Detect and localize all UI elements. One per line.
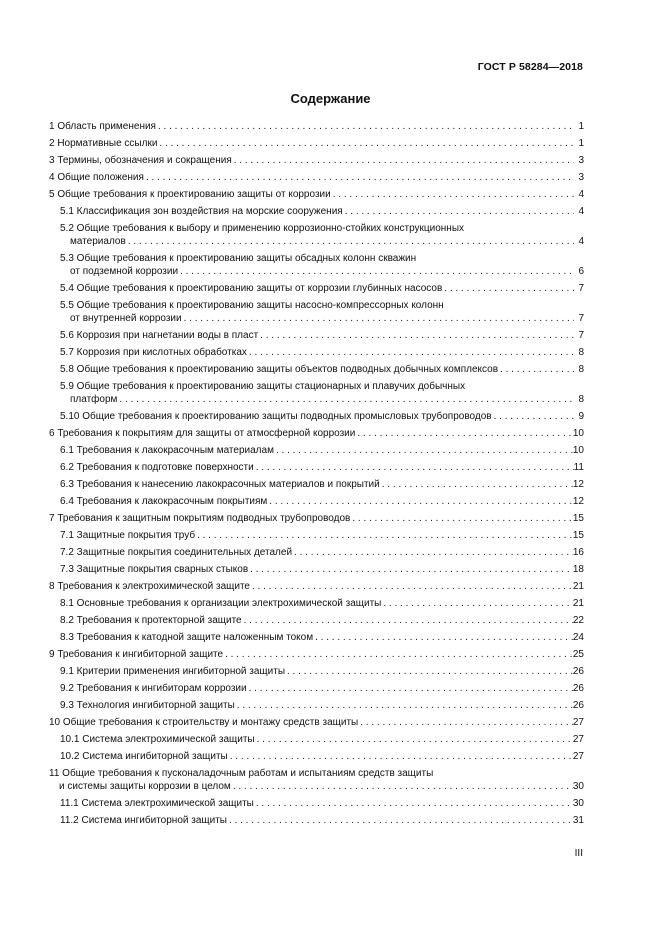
toc-entry-page: 8: [578, 364, 584, 375]
toc-entry[interactable]: [49, 461, 584, 474]
dot-leader: [228, 750, 573, 763]
toc-entry-title: 6.2 Требования к подготовке поверхности: [60, 462, 254, 473]
dot-leader: [292, 546, 573, 559]
dot-leader: [223, 648, 573, 661]
toc-entry[interactable]: [49, 363, 584, 376]
toc-entry-page: 3: [578, 172, 584, 183]
toc-entry[interactable]: [49, 299, 584, 325]
dot-leader: [355, 427, 573, 440]
toc-entry[interactable]: [49, 137, 584, 150]
dot-leader: [182, 312, 574, 325]
dot-leader: [195, 529, 573, 542]
toc-entry-row: [49, 580, 584, 593]
toc-entry-row: [49, 154, 584, 167]
dot-leader: [331, 188, 574, 201]
dot-leader: [498, 363, 574, 376]
toc-entry[interactable]: [49, 222, 584, 248]
toc-entry-title: 10.2 Система ингибиторной защиты: [60, 751, 228, 762]
toc-entry-title: платформ: [70, 394, 118, 405]
toc-entry-page: 21: [572, 581, 584, 592]
toc-entry-title: 9.3 Технология ингибиторной защиты: [60, 700, 235, 711]
dot-leader: [255, 733, 573, 746]
dot-leader: [156, 120, 574, 133]
toc-entry[interactable]: [49, 648, 584, 661]
dot-leader: [157, 137, 574, 150]
dot-leader: [267, 495, 573, 508]
dot-leader: [258, 329, 574, 342]
toc-entry-title: 7.2 Защитные покрытия соединительных деталей: [60, 547, 293, 558]
toc-entry[interactable]: [49, 329, 584, 342]
toc-entry-row: [60, 614, 584, 627]
toc-entry-title: и системы защиты коррозии в целом: [59, 781, 231, 792]
toc-entry-row: [60, 699, 584, 712]
toc-entry-page: 15: [572, 530, 584, 541]
toc-entry-page: 22: [572, 615, 584, 626]
toc-entry-title: 6.3 Требования к нанесению лакокрасочных материалов и покрытий: [60, 479, 380, 490]
toc-entry-page: 4: [578, 236, 584, 247]
toc-entry[interactable]: [49, 563, 584, 576]
toc-entry[interactable]: [49, 495, 584, 508]
toc-entry-page: 26: [572, 683, 584, 694]
toc-entry-page: 10: [572, 445, 584, 456]
dot-leader: [227, 814, 573, 827]
toc-entry-page: 1: [578, 121, 584, 132]
toc-entry-title: от подземной коррозии: [70, 266, 179, 277]
dot-leader: [178, 265, 574, 278]
toc-entry-title: 8.1 Основные требования к организации электрохимической защиты: [60, 598, 382, 609]
toc-entry-page: 7: [578, 330, 584, 341]
toc-entry-row: [60, 529, 584, 542]
toc-entry-page: 3: [578, 155, 584, 166]
toc-entry-row: [60, 597, 584, 610]
dot-leader: [442, 282, 574, 295]
toc-entry[interactable]: [49, 699, 584, 712]
toc-entry[interactable]: [49, 797, 584, 810]
toc-entry[interactable]: [49, 252, 584, 278]
toc-entry-page: 26: [572, 700, 584, 711]
toc-entry-title: 8.3 Требования к катодной защите наложенным током: [60, 632, 314, 643]
toc-entry-row: [60, 814, 584, 827]
toc-entry[interactable]: [49, 444, 584, 457]
toc-entry[interactable]: [49, 427, 584, 440]
toc-entry-row: [60, 495, 584, 508]
toc-entry-page: 30: [572, 798, 584, 809]
toc-entry-title: 5.6 Коррозия при нагнетании воды в пласт: [60, 330, 259, 341]
dot-leader: [254, 461, 574, 474]
toc-entry-page: 31: [572, 815, 584, 826]
toc-entry-title: 7 Требования к защитным покрытиям подводных трубопроводов: [49, 513, 351, 524]
toc-entry-page: 12: [572, 496, 584, 507]
toc-entry-title-line: 5.3 Общие требования к проектированию защиты обсадных колонн скважин: [60, 253, 417, 264]
toc-entry-page: 25: [572, 649, 584, 660]
dot-leader: [247, 346, 574, 359]
toc-entry-title-line: 11 Общие требования к пусконаладочным работам и испытаниям средств защиты: [49, 768, 434, 779]
toc-entry-page: 30: [572, 781, 584, 792]
toc-entry-row: [60, 346, 584, 359]
toc-entry[interactable]: [49, 716, 584, 729]
toc-entry-page: 12: [572, 479, 584, 490]
toc-entry-row: [49, 512, 584, 525]
toc-entry-title-line: 5.5 Общие требования к проектированию защиты насосно-компрессорных колонн: [60, 300, 444, 311]
dot-leader: [343, 205, 574, 218]
toc-entry[interactable]: [49, 188, 584, 201]
toc-entry-row: [60, 282, 584, 295]
toc-entry-title: 9 Требования к ингибиторной защите: [49, 649, 224, 660]
toc-entry-title: 11.1 Система электрохимической защиты: [60, 798, 254, 809]
toc-entry-title: 5 Общие требования к проектированию защиты от коррозии: [49, 189, 331, 200]
toc-entry-row: [60, 631, 584, 644]
toc-entry-title: 9.2 Требования к ингибиторам коррозии: [60, 683, 247, 694]
dot-leader: [242, 614, 573, 627]
toc-entry[interactable]: [49, 682, 584, 695]
toc-entry-page: 8: [578, 394, 584, 405]
toc-entry-title: 5.7 Коррозия при кислотных обработках: [60, 347, 247, 358]
toc-entry-page: 4: [578, 206, 584, 217]
toc-title: Содержание: [290, 91, 371, 106]
toc-entry-row: [49, 716, 584, 729]
toc-entry[interactable]: [49, 154, 584, 167]
dot-leader: [117, 393, 574, 406]
toc-entry-row: [60, 363, 584, 376]
toc-entry-title: 6 Требования к покрытиям для защиты от атмосферной коррозии: [49, 428, 356, 439]
toc-entry[interactable]: [49, 120, 584, 133]
toc-entry-title: 11.2 Система ингибиторной защиты: [60, 815, 227, 826]
toc-entry-title: 5.4 Общие требования к проектированию защиты от коррозии глубинных насосов: [60, 283, 443, 294]
toc-entry-row: [60, 444, 584, 457]
dot-leader: [247, 682, 573, 695]
dot-leader: [380, 478, 573, 491]
toc-entry-row: [60, 665, 584, 678]
toc-entry-row: [49, 648, 584, 661]
toc-entry-title: 5.8 Общие требования к проектированию защиты объектов подводных добычных комплексов: [60, 364, 499, 375]
toc-entry-page: 8: [578, 347, 584, 358]
toc-entry-title: 3 Термины, обозначения и сокращения: [49, 155, 232, 166]
toc-entry[interactable]: [49, 346, 584, 359]
toc-entry-page: 24: [572, 632, 584, 643]
toc-entry-row: [49, 427, 584, 440]
toc-entry[interactable]: [49, 529, 584, 542]
dot-leader: [274, 444, 573, 457]
toc-entry-page: 26: [572, 666, 584, 677]
toc-entry-page: 21: [572, 598, 584, 609]
toc-entry-page: 15: [572, 513, 584, 524]
dot-leader: [492, 410, 574, 423]
toc-entry-title: 7.3 Защитные покрытия сварных стыков: [60, 564, 249, 575]
toc-entry-row: [60, 478, 584, 491]
toc-entry-row: [60, 461, 584, 474]
toc-entry-page: 16: [572, 547, 584, 558]
toc-entry-page: 18: [572, 564, 584, 575]
toc-entry-title: 9.1 Критерии применения ингибиторной защиты: [60, 666, 285, 677]
toc-entry-page: 1: [578, 138, 584, 149]
toc-entry-row: [49, 171, 584, 184]
toc-entry[interactable]: [49, 282, 584, 295]
dot-leader: [350, 512, 573, 525]
dot-leader: [126, 235, 574, 248]
toc-entry-row: [60, 797, 584, 810]
toc-entry[interactable]: [49, 631, 584, 644]
dot-leader: [248, 563, 573, 576]
toc-entry[interactable]: [49, 410, 584, 423]
dot-leader: [381, 597, 573, 610]
document-code: ГОСТ Р 58284—2018: [477, 61, 583, 73]
toc-entry-page: 11: [573, 462, 584, 473]
toc-entry-row: [60, 750, 584, 763]
toc-entry-page: 4: [578, 189, 584, 200]
toc-entry-title: 10 Общие требования к строительству и монтажу средств защиты: [49, 717, 359, 728]
dot-leader: [254, 797, 573, 810]
toc-entry-title: 8.2 Требования к протекторной защите: [60, 615, 242, 626]
toc-entry[interactable]: [49, 750, 584, 763]
toc-entry-title: от внутренней коррозии: [70, 313, 182, 324]
toc-entry-row: [60, 235, 584, 248]
dot-leader: [231, 780, 573, 793]
toc-entry[interactable]: [49, 614, 584, 627]
toc-entry-row: [49, 137, 584, 150]
dot-leader: [144, 171, 574, 184]
toc-entry-title-line: 5.9 Общие требования к проектированию защиты стационарных и плавучих добычных: [60, 381, 466, 392]
toc-entry-page: 7: [578, 283, 584, 294]
toc-entry[interactable]: [49, 580, 584, 593]
toc-entry[interactable]: [49, 546, 584, 559]
toc-entry[interactable]: [49, 597, 584, 610]
toc-entry-title: 5.10 Общие требования к проектированию защиты подводных промысловых трубопроводов: [60, 411, 492, 422]
toc-entry-row: [60, 563, 584, 576]
toc-entry-title: 7.1 Защитные покрытия труб: [60, 530, 196, 541]
toc-entry-page: 27: [572, 717, 584, 728]
toc-entry-row: [60, 682, 584, 695]
toc-entry-row: [60, 393, 584, 406]
dot-leader: [358, 716, 573, 729]
toc-entry-row: [60, 329, 584, 342]
toc-entry-title: 2 Нормативные ссылки: [49, 138, 158, 149]
toc-entry-page: 10: [572, 428, 584, 439]
toc-entry-title: 10.1 Система электрохимической защиты: [60, 734, 255, 745]
toc-entry-page: 27: [572, 751, 584, 762]
toc-entry-title: 6.4 Требования к лакокрасочным покрытиям: [60, 496, 268, 507]
toc-entry-title: 4 Общие положения: [49, 172, 144, 183]
toc-entry-row: [49, 120, 584, 133]
toc-entry-row: [60, 265, 584, 278]
toc-entry[interactable]: [49, 380, 584, 406]
dot-leader: [285, 665, 573, 678]
toc-entry-row: [60, 205, 584, 218]
toc-entry-title: 1 Область применения: [49, 121, 156, 132]
toc-entry-page: 27: [572, 734, 584, 745]
toc-entry-title: 6.1 Требования к лакокрасочным материалам: [60, 445, 274, 456]
toc-entry-title: 5.1 Классификация зон воздействия на морские сооружения: [60, 206, 343, 217]
toc-entry[interactable]: [49, 733, 584, 746]
dot-leader: [232, 154, 574, 167]
page-number: III: [574, 848, 583, 859]
dot-leader: [250, 580, 573, 593]
toc-entry-page: 7: [578, 313, 584, 324]
table-of-contents: [49, 120, 584, 831]
toc-entry[interactable]: [49, 205, 584, 218]
toc-entry-title: 8 Требования к электрохимической защите: [49, 581, 250, 592]
toc-entry-row: [60, 410, 584, 423]
toc-entry[interactable]: [49, 512, 584, 525]
toc-entry[interactable]: [49, 171, 584, 184]
toc-entry-page: 6: [578, 266, 584, 277]
dot-leader: [235, 699, 573, 712]
toc-entry[interactable]: [49, 767, 584, 793]
toc-entry-title-line: 5.2 Общие требования к выбору и применению коррозионно-стойких конструкционных: [60, 223, 465, 234]
toc-entry-row: [60, 312, 584, 325]
toc-entry-row: [49, 780, 584, 793]
toc-entry-page: 9: [578, 411, 584, 422]
toc-entry[interactable]: [49, 665, 584, 678]
toc-entry-row: [60, 733, 584, 746]
toc-entry-title: материалов: [70, 236, 126, 247]
toc-entry-row: [49, 188, 584, 201]
dot-leader: [313, 631, 573, 644]
toc-entry[interactable]: [49, 814, 584, 827]
toc-entry-row: [60, 546, 584, 559]
toc-entry[interactable]: [49, 478, 584, 491]
